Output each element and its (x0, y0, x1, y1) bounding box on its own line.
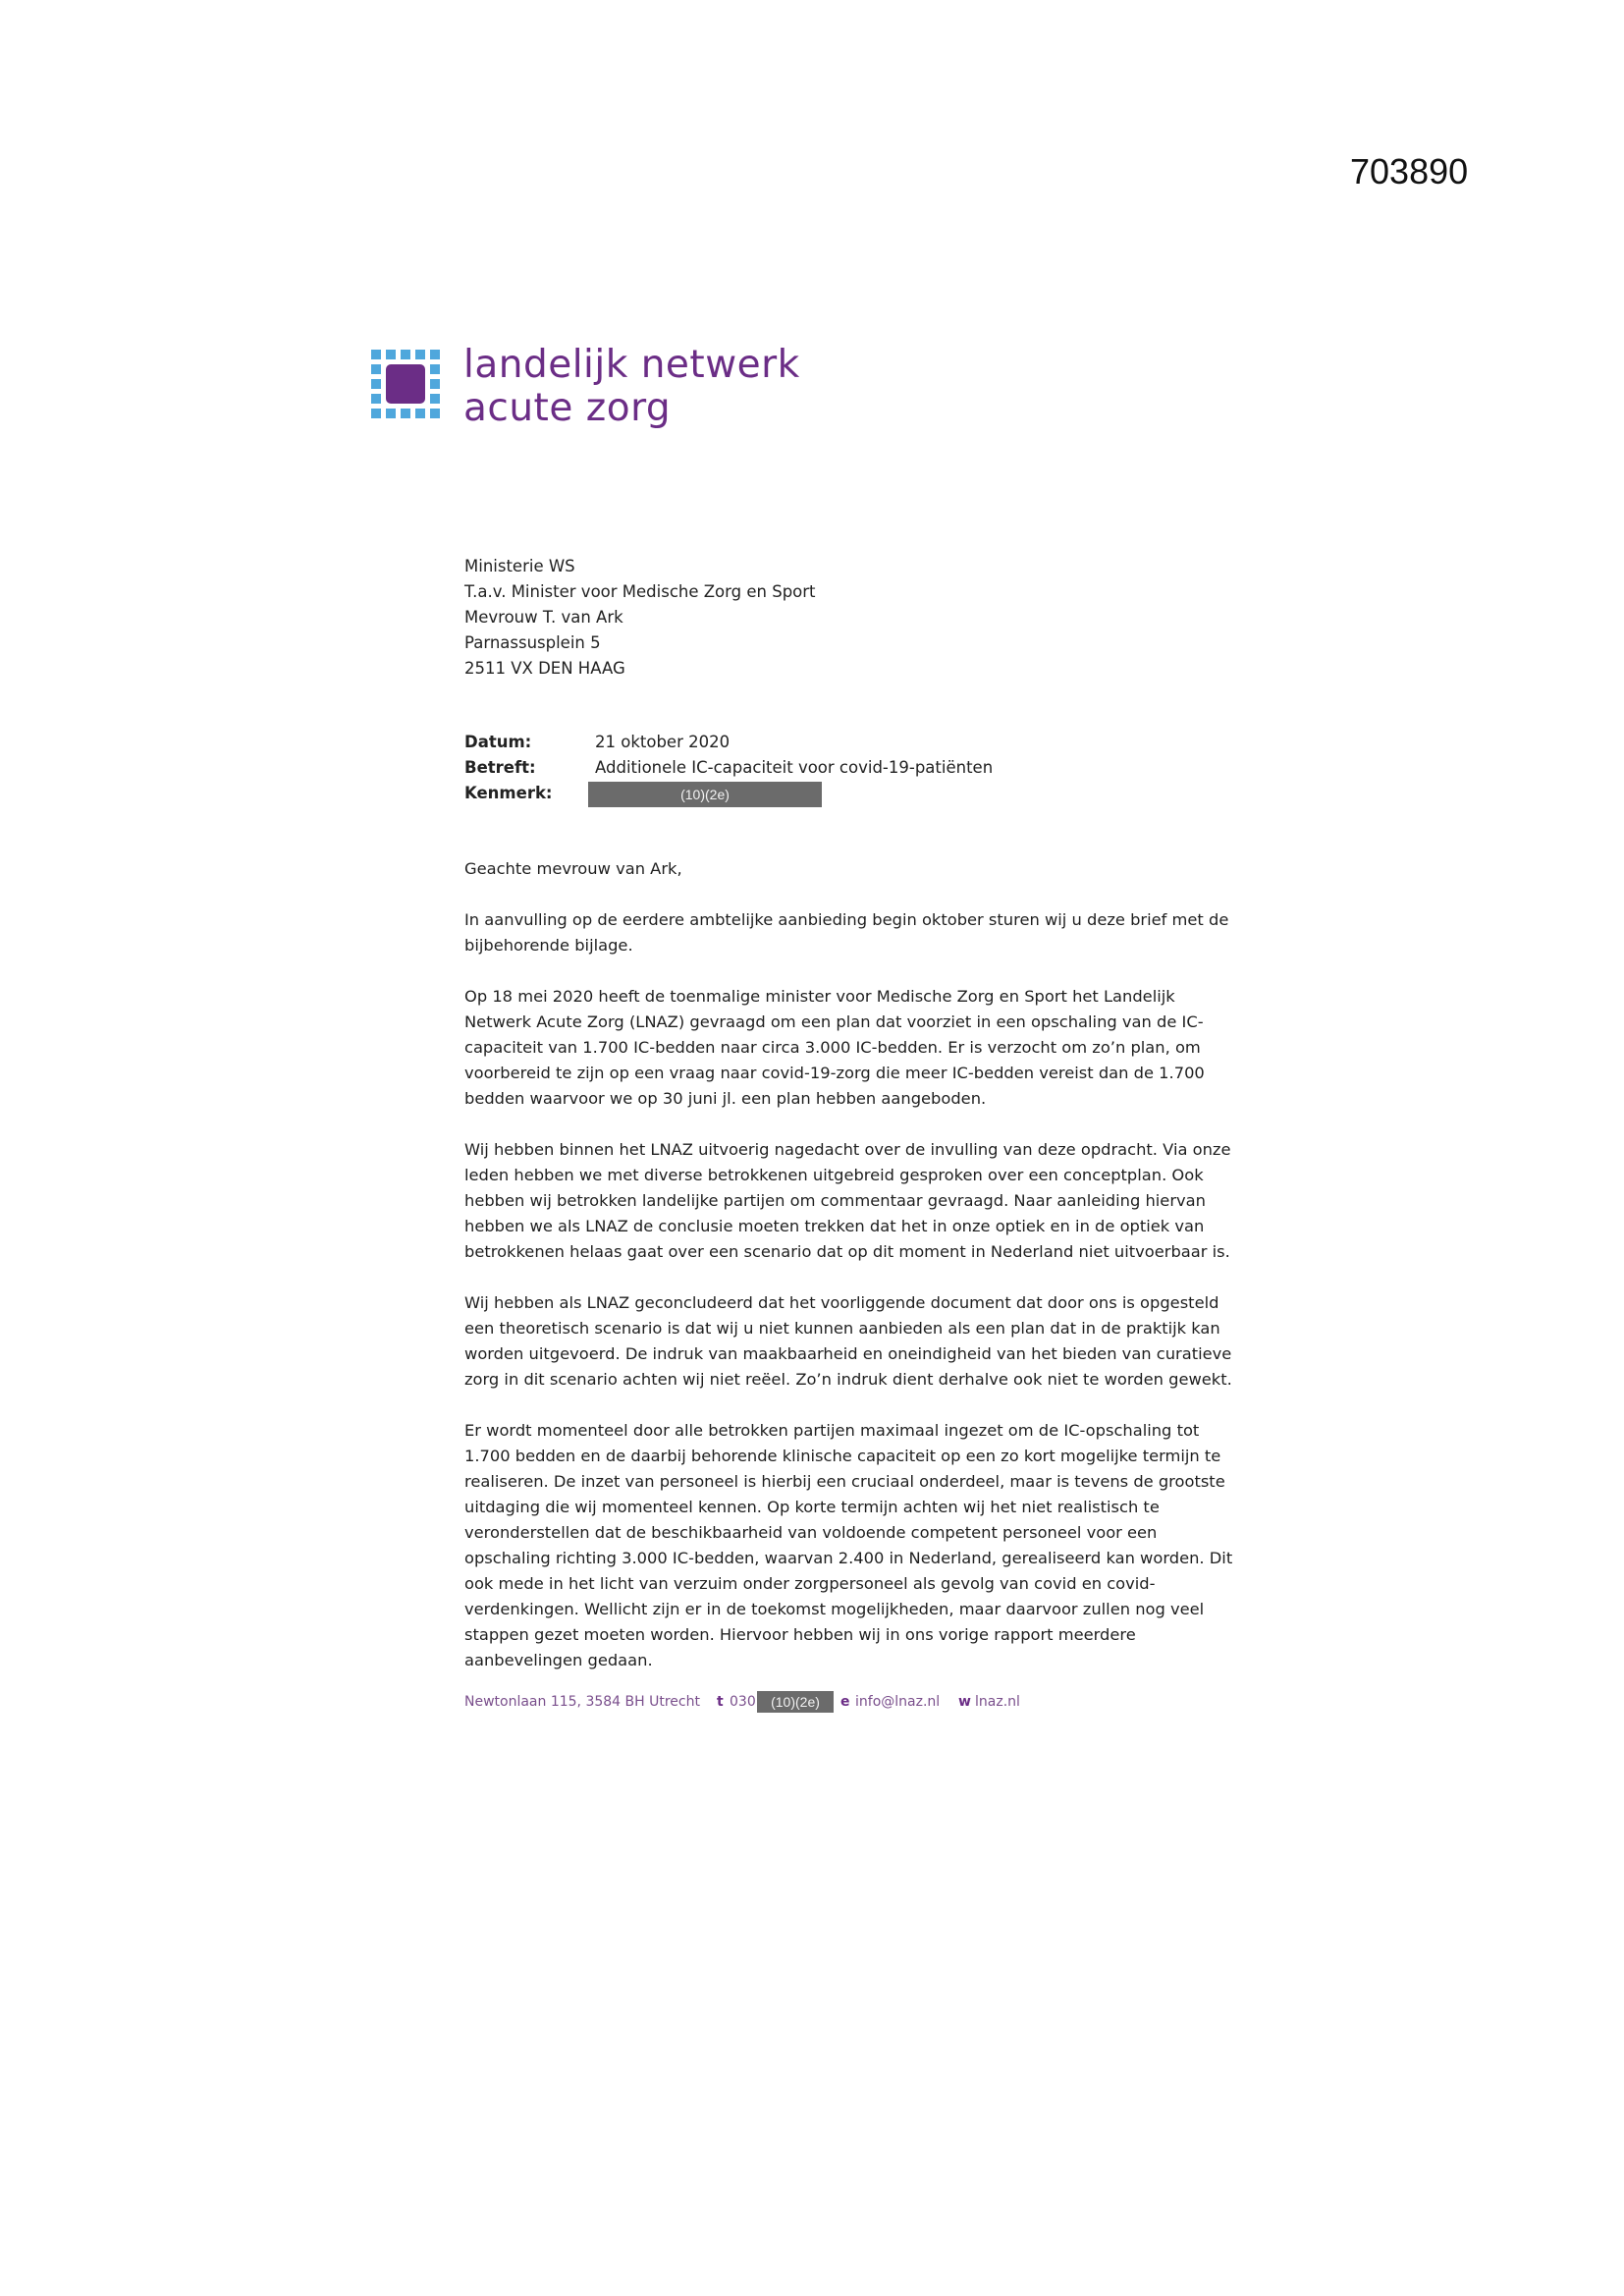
footer-address: Newtonlaan 115, 3584 BH Utrecht (464, 1694, 700, 1710)
recipient-address (464, 554, 1152, 682)
body-paragraph: In aanvulling op de eerdere ambtelijke aanbieding begin oktober sturen wij u deze brief met de bijbehorende bijlage. (464, 910, 1229, 955)
footer-web-label: w (958, 1694, 971, 1710)
address-line: 2511 VX DEN HAAG (464, 659, 625, 678)
date-value: 21 oktober 2020 (595, 733, 731, 751)
meta-reference-row (464, 781, 1250, 806)
letter-body (464, 856, 1240, 1699)
address-line: Ministerie WS (464, 557, 575, 575)
body-paragraph: Wij hebben binnen het LNAZ uitvoerig nagedacht over de invulling van deze opdracht. Via onze leden hebben we met diverse betrokkenen uitgebreid gesproken over een conceptplan. Ook hebben wij betrokken landelijke partijen om commentaar gevraagd. Naar aanleiding hiervan hebben we als LNAZ de conclusie moeten trekken dat het in onze optiek en in de optiek van betrokkenen helaas gaat over een scenario dat op dit moment in Nederland niet uitvoerbaar is. (464, 1140, 1231, 1261)
body-paragraph: Wij hebben als LNAZ geconcludeerd dat het voorliggende document dat door ons is opgesteld een theoretisch scenario is dat wij u niet kunnen aanbieden als een plan dat in de praktijk kan worden uitgevoerd. De indruk van maakbaarheid en oneindigheid van het bieden van curatieve zorg in dit scenario achten wij niet reëel. Zo’n indruk dient derhalve ook niet te worden gewekt. (464, 1293, 1232, 1389)
reference-redaction: (10)(2e) (588, 782, 822, 807)
lnaz-logo-icon (371, 350, 446, 424)
footer-phone-prefix: 030 (730, 1694, 756, 1710)
footer-email-label: e (840, 1694, 850, 1710)
footer-phone-label: t (717, 1694, 724, 1710)
body-paragraph: Er wordt momenteel door alle betrokken partijen maximaal ingezet om de IC-opschaling tot 1.700 bedden en de daarbij behorende klinische capaciteit op een zo kort mogelijke termijn te realiseren. De inzet van personeel is hierbij een cruciaal onderdeel, maar is tevens de grootste uitdaging die wij momenteel kennen. Op korte termijn achten wij het niet realistisch te veronderstellen dat de beschikbaarheid van voldoende competent personeel voor een opschaling richting 3.000 IC-bedden, waarvan 2.400 in Nederland, gerealiseerd kan worden. Dit ook mede in het licht van verzuim onder zorgpersoneel als gevolg van covid en covid-verdenkingen. Wellicht zijn er in de toekomst mogelijkheden, maar daarvoor zullen nog veel stappen gezet moeten worden. Hiervoor hebben wij in ons vorige rapport meerdere aanbevelingen gedaan. (464, 1421, 1233, 1669)
footer-web[interactable]: lnaz.nl (975, 1694, 1020, 1710)
logo-line-2: acute zorg (463, 386, 672, 430)
meta-subject-row (464, 755, 1250, 781)
lnaz-logo (371, 343, 800, 432)
footer-email[interactable]: info@lnaz.nl (855, 1694, 941, 1710)
address-line: T.a.v. Minister voor Medische Zorg en Sport (464, 582, 816, 601)
letter-meta (464, 730, 1250, 806)
footer-phone-redaction: (10)(2e) (757, 1691, 834, 1713)
subject-value: Additionele IC-capaciteit voor covid-19-patiënten (595, 758, 994, 777)
address-line: Mevrouw T. van Ark (464, 608, 623, 627)
reference-label: Kenmerk: (464, 784, 553, 802)
address-line: Parnassusplein 5 (464, 633, 601, 652)
body-paragraph: Op 18 mei 2020 heeft de toenmalige minister voor Medische Zorg en Sport het Landelijk Netwerk Acute Zorg (LNAZ) gevraagd om een plan dat voorziet in een opschaling van de IC-capaciteit van 1.700 IC-bedden naar circa 3.000 IC-bedden. Er is verzocht om zo’n plan, om voorbereid te zijn op een vraag naar covid-19-zorg die meer IC-bedden vereist dan de 1.700 bedden waarvoor we op 30 juni jl. een plan hebben aangeboden. (464, 987, 1205, 1108)
letter-footer (464, 1689, 1250, 1715)
logo-line-1: landelijk netwerk (463, 343, 800, 387)
date-label: Datum: (464, 733, 532, 751)
salutation: Geachte mevrouw van Ark, (464, 859, 682, 878)
subject-label: Betreft: (464, 758, 536, 777)
meta-date-row (464, 730, 1250, 755)
logo-wordmark (463, 344, 800, 430)
document-id: 703890 (1350, 151, 1469, 191)
